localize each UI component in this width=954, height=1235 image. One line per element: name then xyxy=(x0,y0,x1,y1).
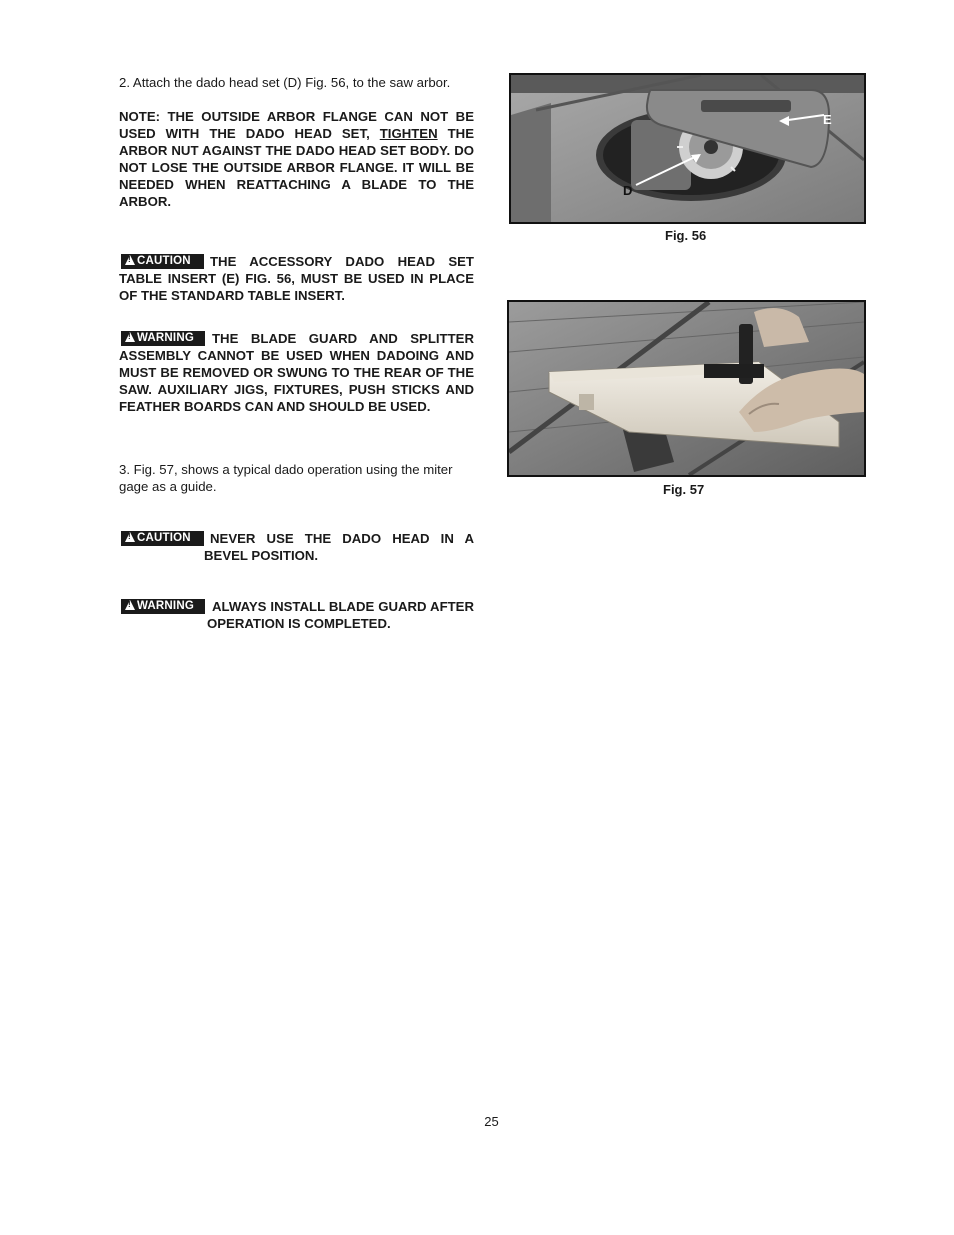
caution-badge xyxy=(121,254,204,269)
caution-label: CAUTION xyxy=(137,532,191,544)
saw-table-dado-illustration xyxy=(511,75,864,222)
fig-56-caption: Fig. 56 xyxy=(665,228,707,243)
warning-label: WARNING xyxy=(137,600,194,612)
fig-57-photo xyxy=(507,300,866,477)
warning-blade-guard xyxy=(119,330,474,415)
warning-label: WARNING xyxy=(137,332,194,344)
note-arbor-flange xyxy=(119,108,474,210)
fig-57-caption: Fig. 57 xyxy=(663,482,705,497)
caution-badge xyxy=(121,531,204,546)
step-3-text: 3. Fig. 57, shows a typical dado operation using the miter gage as a guide. xyxy=(119,462,453,494)
warning-badge xyxy=(121,331,205,346)
caution-bevel-text: NEVER USE THE DADO HEAD IN A BEVEL POSITION. xyxy=(204,531,474,563)
fig-56-photo xyxy=(509,73,866,224)
warning-triangle-icon xyxy=(125,332,135,342)
caution-table-insert xyxy=(119,253,474,304)
warning-blade-guard-text: THE BLADE GUARD AND SPLITTER ASSEMBLY CANNOT BE USED WHEN DADOING AND MUST BE REMOVED OR SWUNG TO THE REAR OF THE SAW. AUXILIARY JIGS, FIXTURES, PUSH STICKS AND FEATHER BOARDS CAN AND SHOULD BE USED. xyxy=(119,331,474,414)
warning-triangle-icon xyxy=(125,532,135,542)
dado-operation-illustration xyxy=(509,302,864,475)
warning-install-guard xyxy=(119,598,474,632)
caution-table-insert-text: THE ACCESSORY DADO HEAD SET TABLE INSERT (E) FIG. 56, MUST BE USED IN PLACE OF THE STANDARD TABLE INSERT. xyxy=(119,254,474,303)
note-tighten: TIGHTEN xyxy=(379,126,438,141)
warning-triangle-icon xyxy=(125,255,135,265)
page-number: 25 xyxy=(484,1114,499,1129)
note-text-before: NOTE: THE OUTSIDE ARBOR FLANGE CAN NOT BE USED WITH THE DADO HEAD SET, xyxy=(119,109,474,141)
fig-56-label-e: E xyxy=(823,112,832,127)
note-text-after: THE ARBOR NUT AGAINST THE DADO HEAD SET BODY. DO NOT LOSE THE OUTSIDE ARBOR FLANGE. IT WILL BE NEEDED WHEN REATTACHING A BLADE TO THE ARBOR. xyxy=(119,126,474,209)
caution-label: CAUTION xyxy=(137,255,191,267)
step-2-text: 2. Attach the dado head set (D) Fig. 56, to the saw arbor. xyxy=(119,75,451,90)
fig-56-label-d: D xyxy=(623,183,633,198)
warning-triangle-icon xyxy=(125,600,135,610)
warning-install-guard-text: ALWAYS INSTALL BLADE GUARD AFTER OPERATION IS COMPLETED. xyxy=(207,599,474,631)
caution-bevel xyxy=(119,530,474,564)
warning-badge xyxy=(121,599,205,614)
